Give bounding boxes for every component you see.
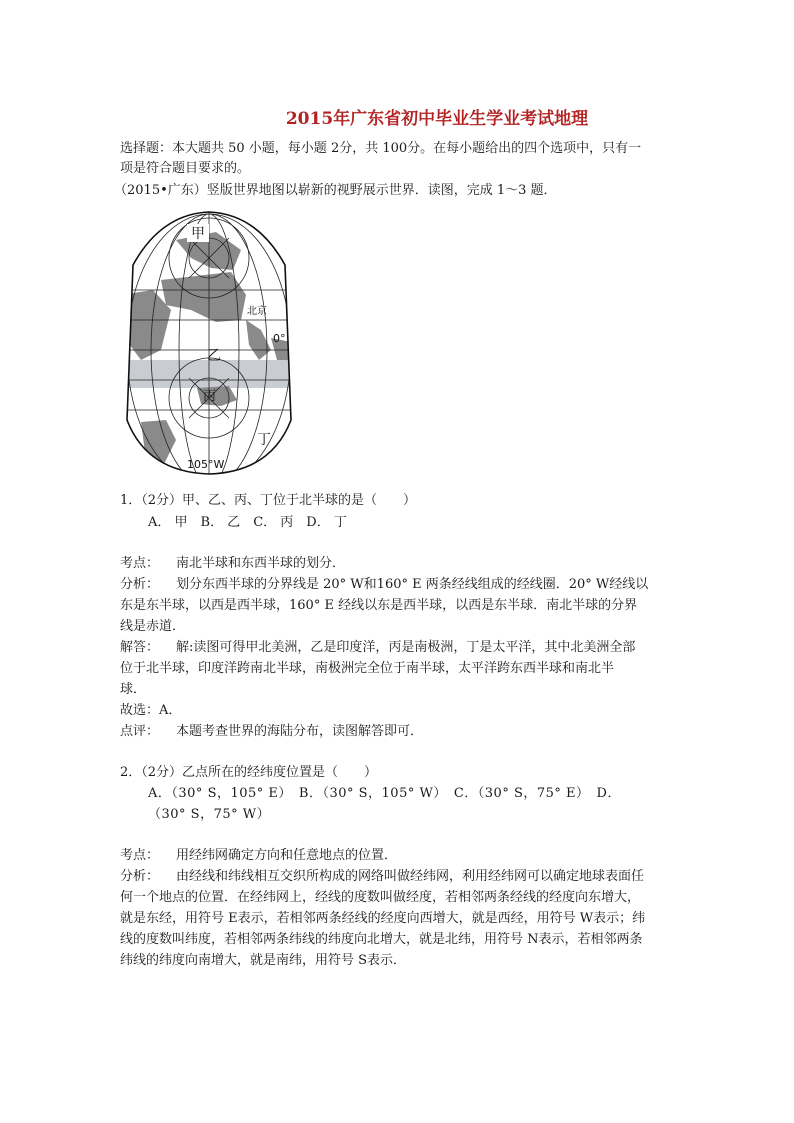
q2-kaodian xyxy=(120,846,680,866)
q1-dianping-text: 本题考查世界的海陆分布，读图解答即可． xyxy=(176,724,424,739)
q2-fenxi-line-3: 就是东经，用符号 E表示，若相邻两条经线的经度向西增大，就是西经，用符号 W表示；纬 xyxy=(120,911,646,926)
q2-fenxi-line-4: 线的度数叫纬度，若相邻两条纬线的纬度向北增大，就是北纬，用符号 N表示，若相邻两条 xyxy=(120,932,643,947)
q2-fenxi-text-1: 由经线和纬线相互交织所构成的网络叫做经纬网，利用经纬网可以确定地球表面任 xyxy=(176,869,645,884)
label-bing: 丙 xyxy=(203,389,217,404)
q1-fenxi-label: 分析： xyxy=(120,577,160,592)
label-ding: 丁 xyxy=(257,432,271,448)
q1-jieda-line-3: 球． xyxy=(120,682,147,697)
q2-options-line-1: A．（30° S，105° E） B．（30° S，105° W） C．（30° S，75° E） D． xyxy=(148,786,621,801)
q2-kaodian-text: 用经纬网确定方向和任意地点的位置． xyxy=(176,848,398,863)
label-beijing: 北京 xyxy=(247,306,267,317)
q1-answer: 故选：A． xyxy=(120,703,182,718)
q2-fenxi-line-2: 何一个地点的位置．在经纬网上，经线的度数叫做经度，若相邻两条经线的经度向东增大， xyxy=(120,890,641,905)
q1-fenxi-line-3: 线是赤道． xyxy=(120,619,186,634)
q1-jieda-line-2: 位于北半球，印度洋跨南北半球，南极洲完全位于南半球，太平洋跨东西半球和南北半 xyxy=(120,661,615,676)
intro-line-1: 选择题：本大题共 50 小题，每小题 2分，共 100分。在每小题给出的四个选项中，只有一 xyxy=(120,141,642,156)
q2-fenxi-line-5: 纬线的纬度向南增大，就是南纬，用符号 S表示． xyxy=(120,953,407,968)
q1-kaodian-label: 考点： xyxy=(120,556,160,571)
q1-options: A． 甲 B． 乙 C． 丙 D． 丁 xyxy=(148,515,347,530)
vertical-world-map xyxy=(121,210,297,476)
label-equator: 0° xyxy=(273,332,286,345)
q2-stem: 2．（2分）乙点所在的经纬度位置是（ ） xyxy=(120,765,378,780)
q2-options-line-2: （30° S，75° W） xyxy=(148,807,271,822)
q1-jieda-text-1: 解:读图可得甲北美洲，乙是印度洋，丙是南极洲，丁是太平洋，其中北美洲全部 xyxy=(176,640,636,655)
q1-dianping xyxy=(120,722,680,742)
q1-dianping-label: 点评： xyxy=(120,724,160,739)
q1-fenxi xyxy=(120,575,680,595)
q2-kaodian-label: 考点： xyxy=(120,848,160,863)
question-source: （2015•广东）竖版世界地图以崭新的视野展示世界．读图，完成 1～3 题． xyxy=(114,183,557,198)
q1-kaodian xyxy=(120,554,680,574)
label-jia: 甲 xyxy=(191,226,205,242)
map-svg xyxy=(121,210,297,476)
q1-jieda xyxy=(120,638,680,658)
label-yi: 乙 xyxy=(207,348,221,364)
q1-stem: 1．（2分）甲、乙、丙、丁位于北半球的是（ ） xyxy=(120,493,417,508)
q2-fenxi-label: 分析： xyxy=(120,869,160,884)
label-meridian: 105°W xyxy=(187,458,225,471)
q1-fenxi-text-1: 划分东西半球的分界线是 20° W和160° E 两条经线组成的经线圈．20° W经线以 xyxy=(176,577,649,592)
q1-jieda-label: 解答： xyxy=(120,640,160,655)
intro-line-2: 项是符合题目要求的。 xyxy=(120,161,251,176)
page-title: 2015年广东省初中毕业生学业考试地理 xyxy=(285,109,589,129)
q2-fenxi xyxy=(120,867,680,887)
q1-kaodian-text: 南北半球和东西半球的划分． xyxy=(176,556,346,571)
q1-fenxi-line-2: 东是东半球，以西是西半球，160° E 经线以东是西半球，以西是东半球．南北半球的分界 xyxy=(120,598,638,613)
